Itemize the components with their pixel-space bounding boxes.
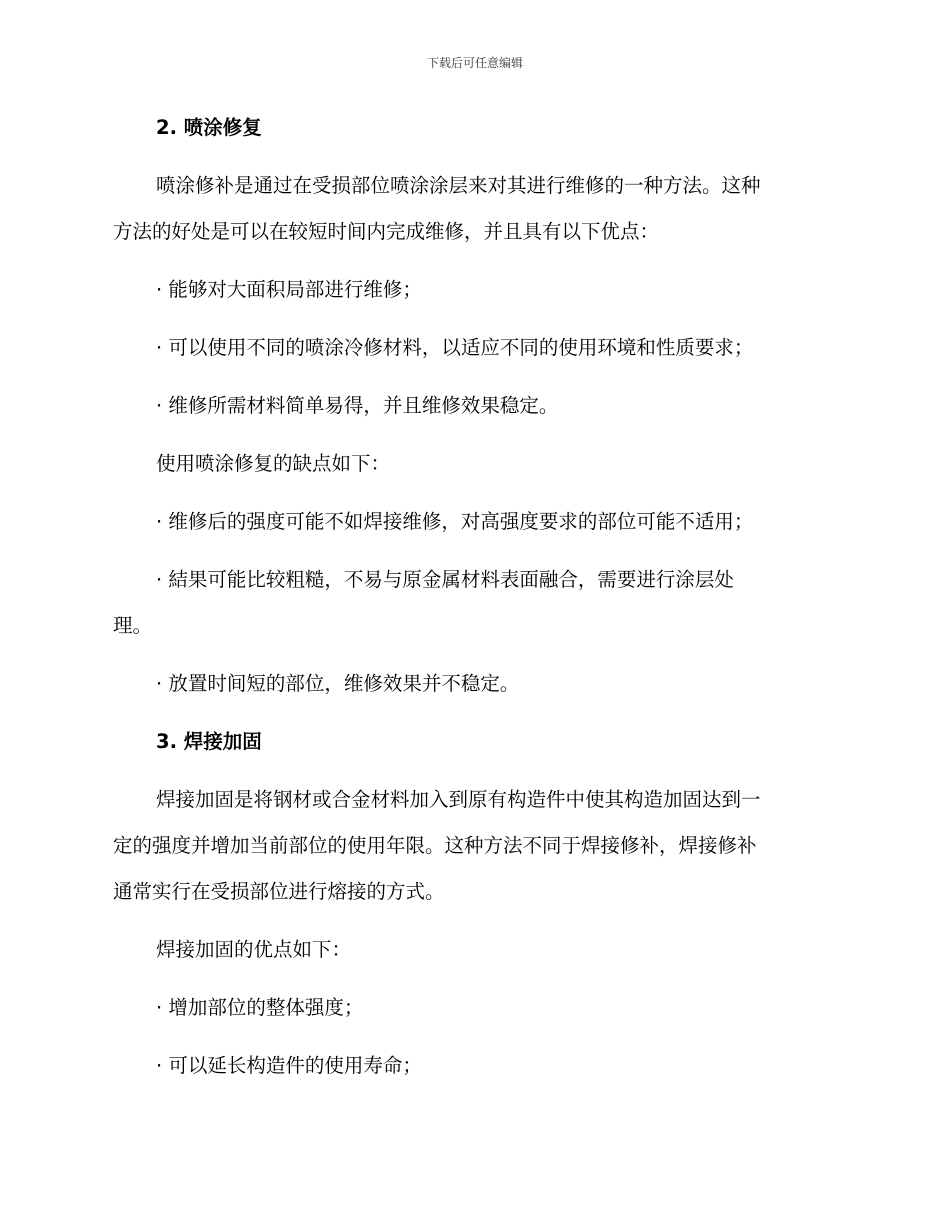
list-item: · 增加部位的整体强度； (156, 996, 364, 1019)
section-heading-spray-repair: 2. 喷涂修复 (156, 116, 262, 139)
list-item: · 放置时间短的部位，维修效果并不稳定。 (156, 672, 520, 695)
list-item-continuation: 理。 (113, 614, 153, 637)
list-item: · 维修后的强度可能不如焊接维修，对高强度要求的部位可能不适用； (156, 510, 754, 533)
paragraph-line: 使用喷涂修复的缺点如下： (156, 452, 391, 475)
paragraph-line: 喷涂修补是通过在受损部位喷涂涂层来对其进行维修的一种方法。这种 (156, 174, 761, 197)
section-heading-weld-reinforcement: 3. 焊接加固 (156, 730, 262, 753)
paragraph-line: 焊接加固的优点如下： (156, 938, 352, 961)
paragraph-line: 焊接加固是将钢材或合金材料加入到原有构造件中使其构造加固达到一 (156, 788, 761, 811)
list-item: · 可以使用不同的喷涂冷修材料，以适应不同的使用环境和性质要求； (156, 336, 754, 359)
list-item: · 维修所需材料简单易得，并且维修效果稳定。 (156, 394, 559, 417)
document-body (113, 113, 833, 1081)
list-item: · 可以延长构造件的使用寿命； (156, 1054, 422, 1077)
page-header: 下载后可任意编辑 (426, 56, 523, 70)
paragraph-line: 方法的好处是可以在较短时间内完成维修，并且具有以下优点： (113, 220, 660, 243)
list-item: · 結果可能比较粗糙，不易与原金属材料表面融合，需要进行涂层处 (156, 568, 734, 591)
paragraph-line: 定的强度并增加当前部位的使用年限。这种方法不同于焊接修补，焊接修补 (113, 834, 757, 857)
paragraph-line: 通常实行在受损部位进行熔接的方式。 (113, 880, 445, 903)
list-item: · 能够对大面积局部进行维修； (156, 278, 422, 301)
